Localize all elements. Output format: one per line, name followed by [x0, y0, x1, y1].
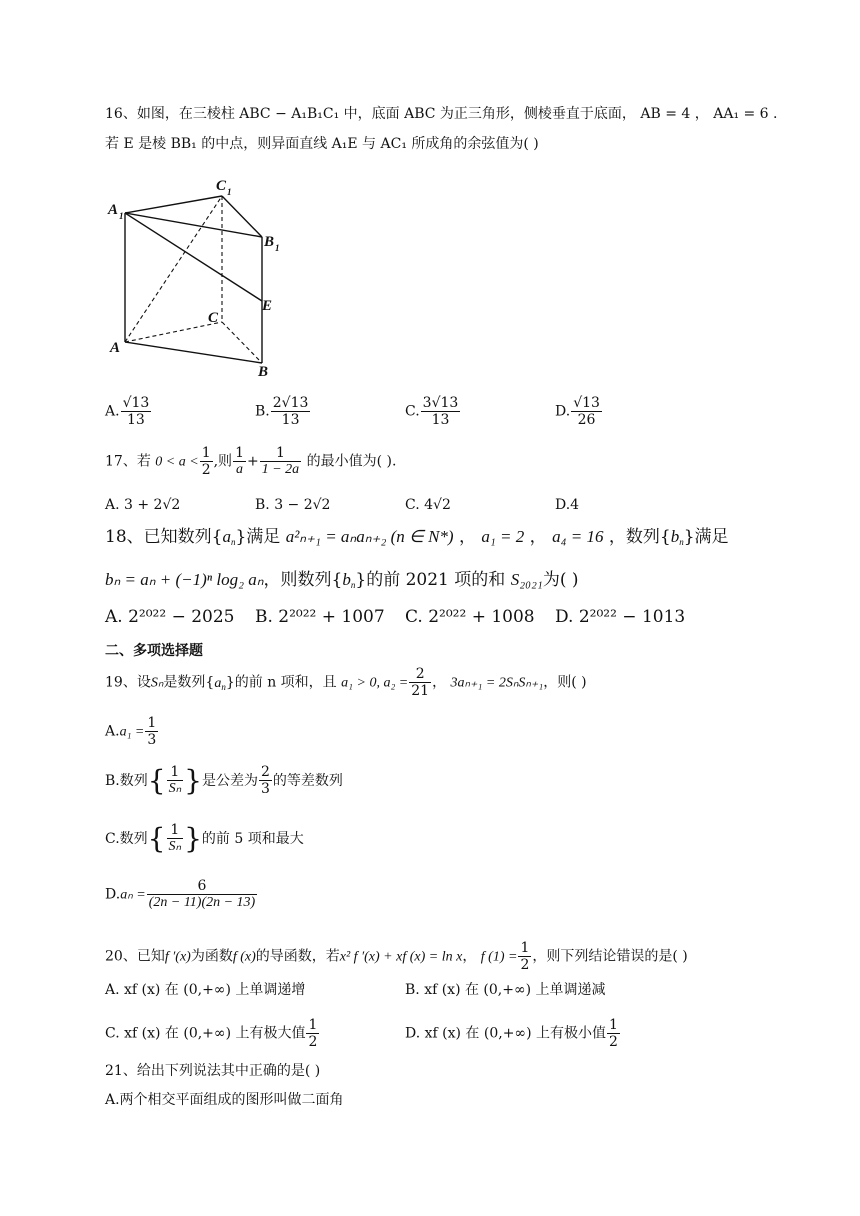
- q16-stem-line2: 若 E 是棱 BB₁ 的中点，则异面直线 A₁E 与 AC₁ 所成角的余弦值为( ): [105, 136, 539, 152]
- q16-option-b[interactable]: B. $\frac{2√13}{13}$: [255, 395, 309, 429]
- q19-stem: 19、设Sₙ是数列$\{a_n\}$的前 n 项和，且 a₁ > 0, a₂ = $\frac{2}{21}$ ， 3aₙ₊₁ = 2SₙSₙ₊₁，则( ): [105, 666, 587, 700]
- q21-option-a[interactable]: A.两个相交平面组成的图形叫做二面角: [105, 1092, 344, 1108]
- q17-option-b[interactable]: B. 3 − 2√2: [255, 497, 331, 513]
- q16-option-d[interactable]: D. $\frac{√13}{26}$: [555, 395, 600, 429]
- q21-stem: 21、给出下列说法其中正确的是( ): [105, 1063, 321, 1079]
- q20-option-a[interactable]: A. xf (x) 在 (0,+∞) 上单调递增: [105, 982, 306, 998]
- label-a1: A: [108, 202, 119, 218]
- label-c: C: [208, 310, 219, 326]
- q19-option-d[interactable]: D.aₙ = $\frac{6}{(2n - 11)(2n - 13)}$: [105, 878, 256, 911]
- label-a1-sub: 1: [119, 211, 124, 221]
- q19-option-a[interactable]: A.a₁ = $\frac{1}{3}$: [105, 715, 157, 749]
- q18-option-c[interactable]: C. 2²⁰²² + 1008: [405, 607, 535, 627]
- label-b1-sub: 1: [275, 243, 280, 253]
- q16-option-c[interactable]: C. $\frac{3√13}{13}$: [405, 395, 459, 429]
- q17-stem: 17、若 0 < a < $\frac{1}{2}$ ,则 $\frac{1}{a}$ + $\frac{1}{1 - 2a}$ 的最小值为( ).: [105, 445, 397, 479]
- q20-option-c[interactable]: C. xf (x) 在 (0,+∞) 上有极大值 $\frac{1}{2}$: [105, 1017, 318, 1051]
- q20-option-d[interactable]: D. xf (x) 在 (0,+∞) 上有极小值 $\frac{1}{2}$: [405, 1017, 618, 1051]
- edge-c-b: [222, 322, 262, 363]
- edge-a1-c1: [125, 196, 222, 213]
- q17-option-c[interactable]: C. 4√2: [405, 497, 451, 513]
- q18-stem-line1: 18、已知数列$\{a_n\}$满足 a²ₙ₊₁ = aₙaₙ₊₂ (n ∈ N*) ， a₁ = 2 ， a₄ = 16 ，数列$\{b_n\}$满足: [105, 527, 729, 547]
- label-c1: C: [216, 178, 227, 194]
- segment-a1-e: [125, 213, 262, 301]
- label-a: A: [110, 340, 121, 356]
- q19-option-c[interactable]: C.数列{ $\frac{1}{\text{Sₙ}}$ }的前 5 项和最大: [105, 822, 304, 855]
- label-b: B: [258, 364, 269, 380]
- edge-a-b: [125, 342, 262, 363]
- q16-option-a[interactable]: A. $\frac{√13}{13}$: [105, 395, 150, 429]
- q20-option-b[interactable]: B. xf (x) 在 (0,+∞) 上单调递减: [405, 982, 606, 998]
- label-c1-sub: 1: [227, 187, 232, 197]
- q20-stem: 20、已知f ′(x)为函数f (x)的导函数，若x² f ′(x) + xf (x) = ln x， f (1) = $\frac{1}{2}$ ，则下列结论错误的是( ): [105, 940, 688, 974]
- section-title-multiple-choice: 二、多项选择题: [105, 643, 203, 659]
- label-b1: B: [264, 234, 275, 250]
- q18-stem-line2: bₙ = aₙ + (−1)ⁿ log₂ aₙ，则数列$\{b_n\}$的前 2021 项的和 S₂₀₂₁为( ): [105, 570, 579, 590]
- label-e: E: [262, 298, 273, 314]
- q16-stem-line1: 16、如图，在三棱柱 ABC − A₁B₁C₁ 中，底面 ABC 为正三角形，侧棱垂直于底面， AB = 4 ， AA₁ = 6 .: [105, 106, 778, 122]
- q17-option-d[interactable]: D.4: [555, 497, 580, 513]
- q18-option-d[interactable]: D. 2²⁰²² − 1013: [555, 607, 686, 627]
- q17-option-a[interactable]: A. 3 + 2√2: [105, 497, 181, 513]
- q18-option-b[interactable]: B. 2²⁰²² + 1007: [255, 607, 385, 627]
- q19-option-b[interactable]: B.数列{ $\frac{1}{\text{Sₙ}}$ }是公差为 $\frac{2}{3}$ 的等差数列: [105, 764, 343, 798]
- prism-figure: [100, 170, 300, 380]
- q18-option-a[interactable]: A. 2²⁰²² − 2025: [105, 607, 235, 627]
